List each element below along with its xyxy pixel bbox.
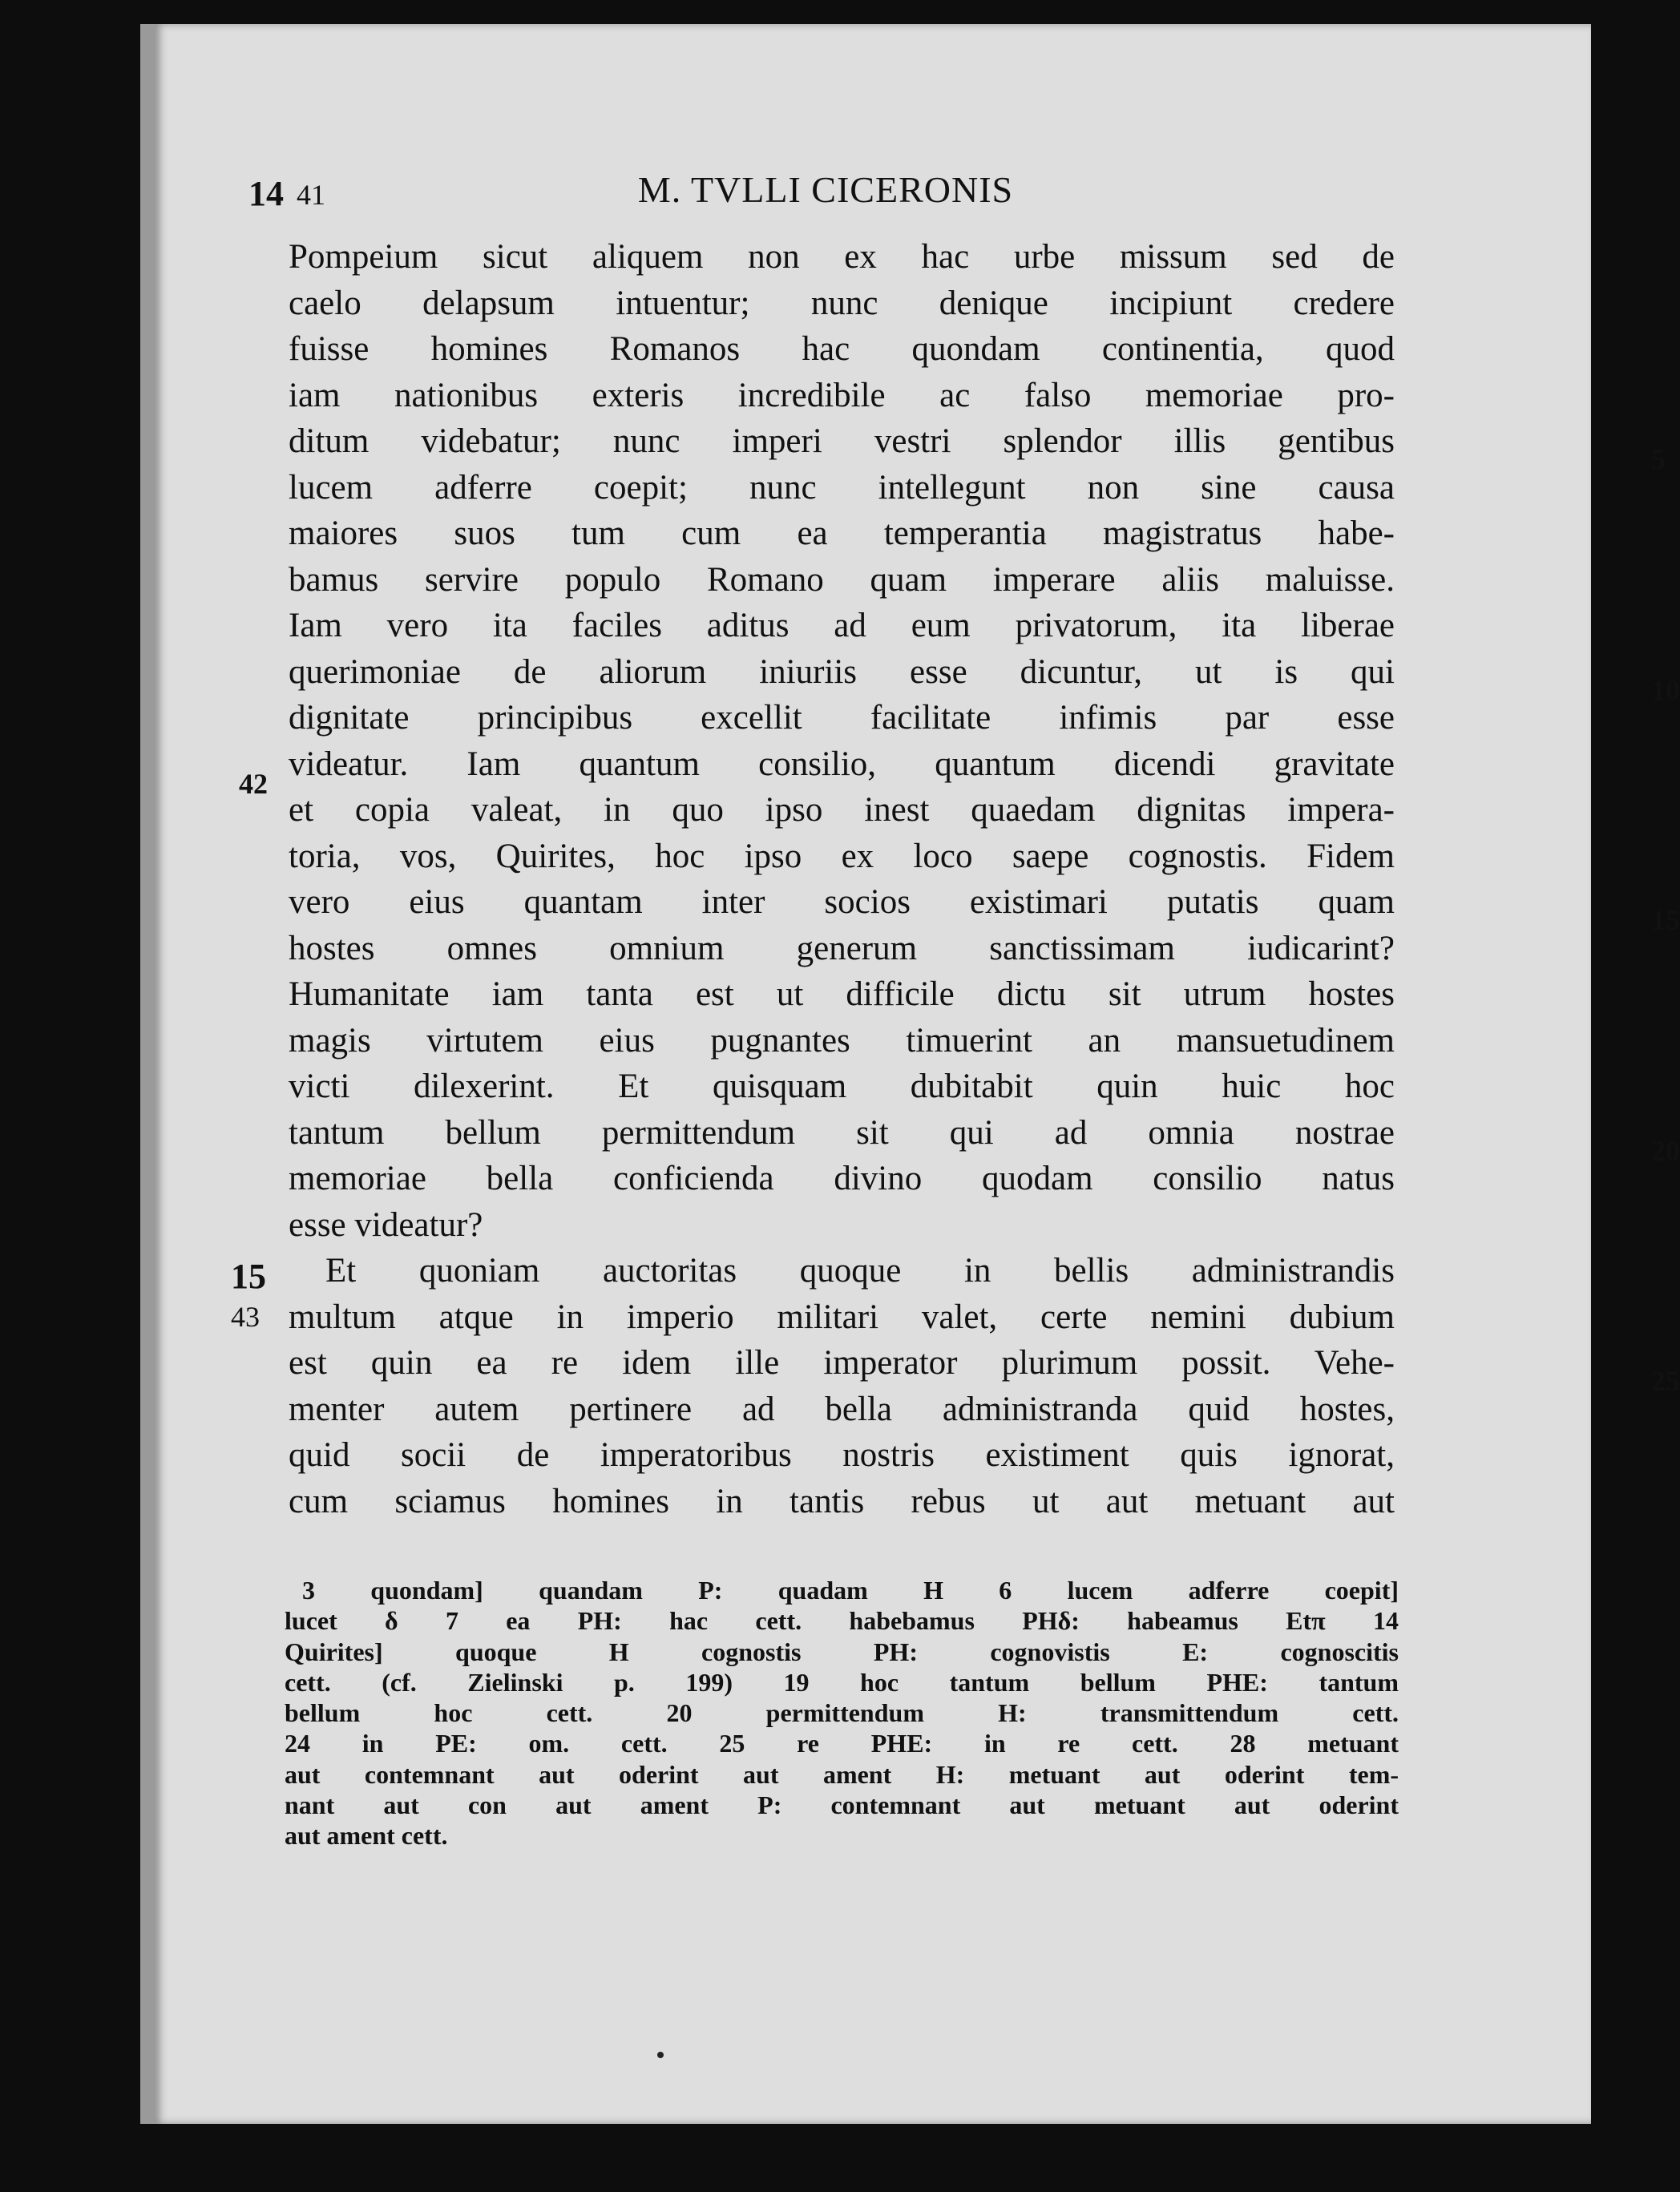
- body-text: [231, 234, 1680, 1524]
- section-marker: 41: [297, 179, 325, 211]
- text-line: bamus servire populo Romano quam imperare aliis maluisse.: [289, 560, 1395, 599]
- line-number: 10: [1651, 674, 1680, 706]
- text-line: Et quoniam auctoritas quoque in bellis administrandis: [325, 1252, 1395, 1290]
- footnote-line: aut contemnant aut oderint aut ament H: metuant aut oderint tem-: [285, 1759, 1399, 1789]
- footnote-line: cett. (cf. Zielinski p. 199) 19 hoc tantum bellum PHE: tantum: [285, 1667, 1399, 1697]
- text-line: Pompeium sicut aliquem non ex hac urbe missum sed de: [289, 238, 1395, 276]
- text-line: memoriae bella conficienda divino quodam consilio natus: [289, 1160, 1395, 1197]
- section-number: 15: [231, 1257, 266, 1296]
- footnote-line: Quirites] quoque H cognostis PH: cognovistis E: cognoscitis: [285, 1637, 1399, 1666]
- text-line: lucem adferre coepit; nunc intellegunt non sine causa: [289, 468, 1395, 507]
- footnote-line: nant aut con aut ament P: contemnant aut metuant aut oderint: [285, 1790, 1399, 1820]
- footnote-line: 3 quondam] quandam P: quadam H 6 lucem adferre coepit]: [302, 1576, 1399, 1605]
- text-line: Iam vero ita faciles aditus ad eum privatorum, ita liberae: [289, 607, 1395, 644]
- line-number: 5: [1651, 443, 1666, 475]
- ink-dot: [657, 2052, 664, 2058]
- text-line: caelo delapsum intuentur; nunc denique incipiunt credere: [289, 284, 1395, 322]
- text-line: hostes omnes omnium generum sanctissimam iudicarint?: [289, 929, 1395, 967]
- text-line: Humanitate iam tanta est ut difficile dictu sit utrum hostes: [289, 975, 1395, 1013]
- text-line: ditum videbatur; nunc imperi vestri splendor illis gentibus: [289, 422, 1395, 460]
- text-line: victi dilexerint. Et quisquam dubitabit quin huic hoc: [289, 1068, 1395, 1105]
- footnote-line: aut ament cett.: [285, 1821, 448, 1851]
- text-line: maiores suos tum cum ea temperantia magistratus habe-: [289, 515, 1395, 552]
- line-number: 15: [1651, 904, 1680, 936]
- text-line: menter autem pertinere ad bella administranda quid hostes,: [289, 1390, 1395, 1428]
- text-line: tantum bellum permittendum sit qui ad omnia nostrae: [289, 1113, 1395, 1152]
- footnote-line: lucet δ 7 ea PH: hac cett. habebamus PHδ: habeamus Etπ 14: [285, 1606, 1399, 1636]
- text-line: toria, vos, Quirites, hoc ipso ex loco saepe cognostis. Fidem: [289, 837, 1395, 875]
- page-number: 14: [248, 174, 284, 213]
- text-line: vero eius quantam inter socios existimari putatis quam: [289, 883, 1395, 921]
- text-line: querimoniae de aliorum iniuriis esse dicuntur, ut is qui: [289, 652, 1395, 691]
- page-header: [248, 168, 1403, 216]
- footnote-line: bellum hoc cett. 20 permittendum H: transmittendum cett.: [285, 1698, 1399, 1728]
- text-line: videatur. Iam quantum consilio, quantum dicendi gravitate: [289, 745, 1395, 783]
- running-title: M. TVLLI CICERONIS: [637, 169, 1014, 210]
- text-line: est quin ea re idem ille imperator plurimum possit. Vehe-: [289, 1344, 1395, 1382]
- text-line: cum sciamus homines in tantis rebus ut aut metuant aut: [289, 1482, 1395, 1520]
- text-line: et copia valeat, in quo ipso inest quaedam dignitas impera-: [289, 791, 1395, 829]
- text-line: dignitate principibus excellit facilitate infimis par esse: [289, 699, 1395, 737]
- section-number: 43: [231, 1301, 260, 1333]
- section-number: 42: [239, 768, 268, 800]
- line-number: 25: [1651, 1365, 1680, 1397]
- text-line: multum atque in imperio militari valet, certe nemini dubium: [289, 1298, 1395, 1336]
- footnote-line: 24 in PE: om. cett. 25 re PHE: in re cett. 28 metuant: [285, 1729, 1399, 1758]
- line-number: 20: [1651, 1135, 1680, 1167]
- text-line: esse videatur?: [289, 1205, 483, 1244]
- critical-apparatus: [285, 1575, 1399, 1851]
- text-line: iam nationibus exteris incredibile ac falso memoriae pro-: [289, 376, 1395, 414]
- text-line: quid socii de imperatoribus nostris existiment quis ignorat,: [289, 1436, 1395, 1474]
- text-line: magis virtutem eius pugnantes timuerint an mansuetudinem: [289, 1021, 1395, 1060]
- text-line: fuisse homines Romanos hac quondam continentia, quod: [289, 330, 1395, 368]
